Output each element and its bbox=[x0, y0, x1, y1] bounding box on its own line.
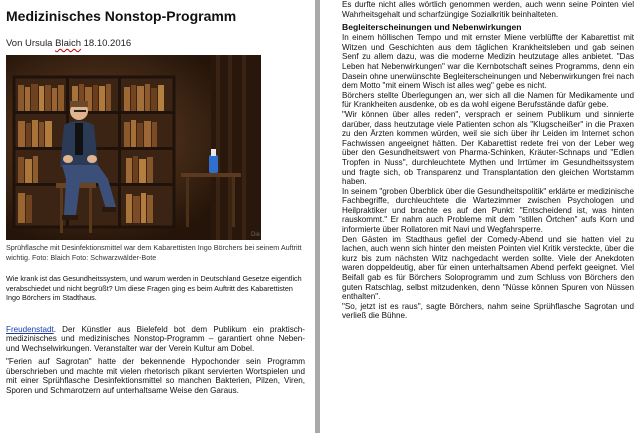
document-page-left bbox=[0, 0, 315, 433]
byline bbox=[6, 38, 305, 49]
article-photo bbox=[6, 55, 261, 240]
body-paragraph: "Wir können über alles reden", versprach er seinem Publikum und sinnierte darüber, dass heutzutage viele Patienten schon als "Klugscheißer" in die Praxen zu den Ärzten kommen würden, weil sie sich über ihr Leiden im Internet schon Fachwissen angeeignet hätten. Der Kabarettist redete frei von der Leber weg über den Gesundheitswert von Pharma-Schinken, Kräuter-Schnaps und "Edlen Tropfen in Nuss", durchleuchtete Mythen und Irrtümer im Gesundheitssystem und fragte sich, ob Transparenz und Transplantation den gleichen Wortstamm haben. bbox=[342, 109, 634, 187]
article-body-right bbox=[342, 0, 634, 321]
byline-prefix: Von Ursula bbox=[6, 38, 56, 49]
byline-date: 18.10.2016 bbox=[81, 38, 132, 49]
body-paragraph bbox=[6, 325, 305, 354]
document-page-right bbox=[320, 0, 640, 433]
article-body-left bbox=[6, 325, 305, 396]
photo-mark-text: Die bbox=[250, 232, 260, 238]
photo-caption: Sprühflasche mit Desinfektionsmittel war dem Kabarettisten Ingo Börchers bei seinem Auftritt wichtig. Foto: Blaich Foto: Schwarzwälder-Bote bbox=[6, 243, 302, 262]
dateline-link[interactable]: Freudenstadt bbox=[6, 324, 54, 334]
article-title: Medizinisches Nonstop-Programm bbox=[6, 8, 237, 24]
body-paragraph: Börchers stellte Überlegungen an, wer sich all die Namen für Medikamente und für Krankheiten ausdenke, ob es da wohl eigene Berufsstände dafür gebe. bbox=[342, 90, 634, 110]
body-paragraph: In seinem "groben Überblick über die Gesundheitspolitik" erklärte er medizinische Fachbegriffe, durchleuchtete die Wartezimmer zwischen Psychologen und Heilpraktiker und brachte es auf den Punkt: "Entscheidend ist, was hinten rauskommt." Er nahm auch Probleme mit dem "stillen Örtchen" aufs Korn und informierte über Rollatoren mit Navi und Wegfahrsperre. bbox=[342, 186, 634, 235]
paragraph-text: . Der Künstler aus Bielefeld bot dem Publikum ein praktisch-medizinisches und medizinisches Nonstop-Programm – garantiert ohne Neben- und Wechselwirkungen. Veranstalter war der Verein Kultur am Dobel. bbox=[6, 324, 305, 353]
photo-illustration bbox=[6, 55, 261, 240]
article-teaser: Wie krank ist das Gesundheitssystem, und warum werden in Deutschland Gesetze eigentlich verabschiedet und nicht begrüßt? Um diese Fragen ging es beim Auftritt des Kabarettisten Ingo Börchers im Stadthaus. bbox=[6, 274, 302, 302]
body-paragraph: Den Gästen im Stadthaus gefiel der Comedy-Abend und sie hatten viel zu lachen, auch wenn sich hinter den meisten Pointen viel Kritik versteckte, über die kurz bis zum nächsten Witz nachgedacht werden sollte. Viele der Anekdoten waren doppeldeutig, aber für einen unterhaltsamen Abend perfekt geeignet. Viel Beifall gab es für Börchers Soloprogramm und zum Schluss von Börchers den guten Ratschlag, selbst mitzudenken, denn "Nüsse können Spuren von Nüssen enthalten". bbox=[342, 234, 634, 302]
section-subhead: Begleiterscheinungen und Nebenwirkungen bbox=[342, 22, 522, 33]
body-paragraph: Es durfte nicht alles wörtlich genommen werden, auch wenn seine Pointen viel Wahrheitsgehalt und scharfzüngige Sozialkritik beinhalteten. bbox=[342, 0, 634, 19]
byline-author: Blaich bbox=[55, 38, 81, 49]
body-paragraph: "Ferien auf Sagrotan" hatte der bekennende Hypochonder sein Programm überschrieben und machte mit vielen rhetorisch pikant servierten Wortspielen und mit einer Sprühflasche Desinfektionsmittel so manchen Bakterien, Pilzen, Viren, Sporen und Schmarotzern auf unterhaltsame Weise den Garaus. bbox=[6, 357, 305, 396]
body-paragraph: "So, jetzt ist es raus", sagte Börchers, nahm seine Sprühflasche Sagrotan und verließ die Bühne. bbox=[342, 301, 634, 321]
body-paragraph: In einem höllischen Tempo und mit ernster Miene verblüffte der Kabarettist mit Witzen und Geschichten aus dem täglichen Krankheitsleben und gab seinen Senf zu allem dazu, was die moderne Medizin heutzutage alles anbietet. "Das Leben hat Nebenwirkungen" war die Kernbotschaft seines Programms, denn ein Dasein ohne unerwünschte Begleiterscheinungen und Nebenwirkungen frei nach dem Motto "mit einem Wisch ist alles weg" gebe es nicht. bbox=[342, 33, 634, 91]
